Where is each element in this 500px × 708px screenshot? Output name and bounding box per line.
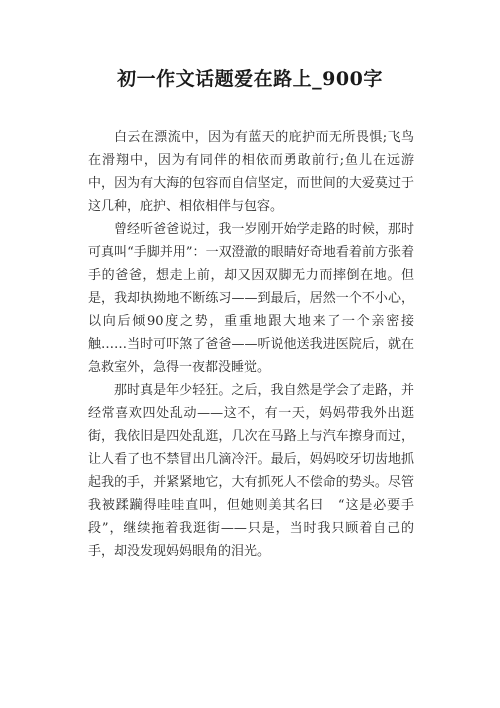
paragraph-2: 曾经听爸爸说过，我一岁刚开始学走路的时候，那时可真叫“手脚并用”：一双澄澈的眼睛好奇地看着前方张着手的爸爸，想走上前，却又因双脚无力而摔倒在地。但是，我却执拗地不断练习——到最后，居然一个不小心，以向后倾90度之势，重重地跟大地来了一个亲密接触……当时可吓煞了爸爸——听说他送我进医院后，就在急救室外，急得一夜都没睡觉。 [88,222,414,375]
document-title: 初一作文话题爱在路上_900字 [117,68,383,90]
paragraph-3: 那时真是年少轻狂。之后，我自然是学会了走路，并经常喜欢四处乱动——这不，有一天，妈妈带我外出逛街，我依旧是四处乱逛，几次在马路上与汽车擦身而过，让人看了也不禁冒出几滴冷汗。最后，妈妈咬牙切齿地抓起我的手，并紧紧地它，大有抓死人不偿命的势头。尽管我被蹂躏得哇哇直叫，但她则美其名曰 “这是必要手段”，继续拖着我逛街——只是，当时我只顾着自己的手，却没发现妈妈眼角的泪光。 [88,383,414,559]
paragraph-1: 白云在漂流中，因为有蓝天的庇护而无所畏惧;飞鸟在滑翔中，因为有同伴的相依而勇敢前行;鱼儿在远游中，因为有大海的包容而自信坚定，而世间的大爱莫过于这几种，庇护、相依相伴与包容。 [88,130,414,214]
document-body [88,126,414,563]
